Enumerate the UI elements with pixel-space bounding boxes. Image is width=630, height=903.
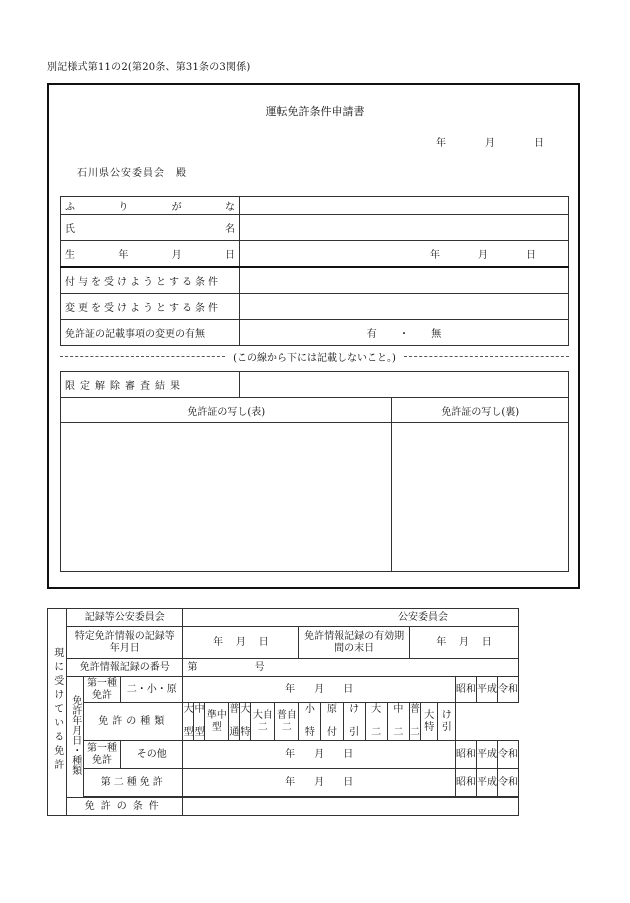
number-label: 免許情報記録の番号 — [67, 659, 183, 677]
review-result-label: 限定解除審査結果 — [61, 372, 240, 398]
other-date[interactable]: 年 月 日 — [183, 741, 456, 769]
birth-field[interactable]: 年 月 日 — [240, 241, 569, 268]
photo-back-area[interactable] — [392, 423, 569, 572]
era-heisei: 平成 — [477, 741, 498, 769]
office-use-table — [60, 371, 569, 572]
photo-back-label: 免許証の写し(裏) — [392, 398, 569, 423]
name-field[interactable] — [240, 215, 569, 241]
type-cell: 大 特 — [240, 703, 251, 741]
conditions-field[interactable] — [183, 798, 519, 816]
license-date-type-label: 免許年月日・種類 — [67, 677, 84, 798]
form-title: 運転免許条件申請書 — [265, 105, 365, 118]
photo-front-label: 免許証の写し(表) — [61, 398, 392, 423]
change-condition-field[interactable] — [240, 294, 569, 320]
photo-front-area[interactable] — [61, 423, 392, 572]
application-date[interactable] — [436, 134, 544, 149]
second-class-date[interactable]: 年 月 日 — [183, 769, 456, 797]
era-heisei: 平成 — [477, 769, 498, 797]
specific-date-label: 特定免許情報の記録等年月日 — [67, 627, 183, 659]
other-label: その他 — [121, 741, 183, 769]
conditions-label: 免許の条件 — [67, 798, 183, 816]
furigana-label: ふ り が な — [61, 197, 240, 215]
era-reiwa: 令和 — [498, 769, 519, 797]
name-label: 氏 名 — [61, 215, 240, 241]
type-cell: 原 付 — [321, 703, 343, 741]
review-result-field[interactable] — [240, 372, 569, 398]
commission-field[interactable]: 公安委員会 — [183, 609, 519, 627]
type-cell: け 引 — [343, 703, 365, 741]
applicant-table — [60, 196, 569, 346]
two-small-moto-date[interactable]: 年 月 日 — [183, 677, 456, 703]
birth-label: 生 年 月 日 — [61, 241, 240, 268]
era-showa: 昭和 — [456, 769, 477, 797]
type-cell: 準中型 — [205, 703, 229, 741]
type-cell: 大特 — [420, 703, 437, 741]
type-cell: 普自二 — [275, 703, 299, 741]
first-class-label-1: 第一種免許 — [84, 677, 121, 703]
type-cell: 大 型 — [183, 703, 194, 741]
addressee: 石川県公安委員会 殿 — [77, 168, 187, 179]
day-label: 日 — [534, 138, 544, 149]
current-license-side-label: 現に受けている免許 — [48, 609, 67, 816]
expiry-field[interactable]: 年 月 日 — [409, 627, 518, 659]
expiry-label: 免許情報記録の有効期間の末日 — [299, 627, 410, 659]
second-class-label: 第二種免許 — [84, 769, 183, 797]
type-cell: け引 — [438, 703, 456, 741]
two-small-moto-label: 二・小・原 — [121, 677, 183, 703]
type-cell: 普 通 — [229, 703, 240, 741]
era-showa: 昭和 — [456, 677, 477, 703]
year-label: 年 — [436, 138, 446, 149]
type-cell: 中 二 — [387, 703, 409, 741]
license-type-label: 免許の種類 — [84, 703, 183, 741]
form-header: 別記様式第11の2(第20条、第31条の3関係) — [47, 62, 251, 73]
type-cell: 中 型 — [194, 703, 205, 741]
specific-date-field[interactable]: 年 月 日 — [183, 627, 299, 659]
license-change-label: 免許証の記載事項の変更の有無 — [61, 320, 240, 346]
month-label: 月 — [485, 138, 495, 149]
grant-condition-field[interactable] — [240, 267, 569, 294]
era-showa: 昭和 — [456, 741, 477, 769]
change-condition-label: 変更を受けようとする条件 — [61, 294, 240, 320]
type-cell: 普 二 — [409, 703, 420, 741]
type-cell: 小 特 — [299, 703, 321, 741]
grant-condition-label: 付与を受けようとする条件 — [61, 267, 240, 294]
current-license-table — [47, 608, 519, 816]
cut-line-note: (この線から下には記載しないこと。) — [233, 353, 396, 364]
number-field[interactable]: 第 号 — [183, 659, 519, 677]
cut-line — [60, 349, 569, 364]
era-heisei: 平成 — [477, 677, 498, 703]
era-reiwa: 令和 — [498, 677, 519, 703]
type-cell: 大 二 — [365, 703, 387, 741]
first-class-label-2: 第一種免許 — [84, 741, 121, 769]
license-change-choice[interactable]: 有 ・ 無 — [240, 320, 569, 346]
commission-label: 記録等公安委員会 — [67, 609, 183, 627]
type-cell: 大自二 — [251, 703, 275, 741]
era-reiwa: 令和 — [498, 741, 519, 769]
furigana-field[interactable] — [240, 197, 569, 215]
